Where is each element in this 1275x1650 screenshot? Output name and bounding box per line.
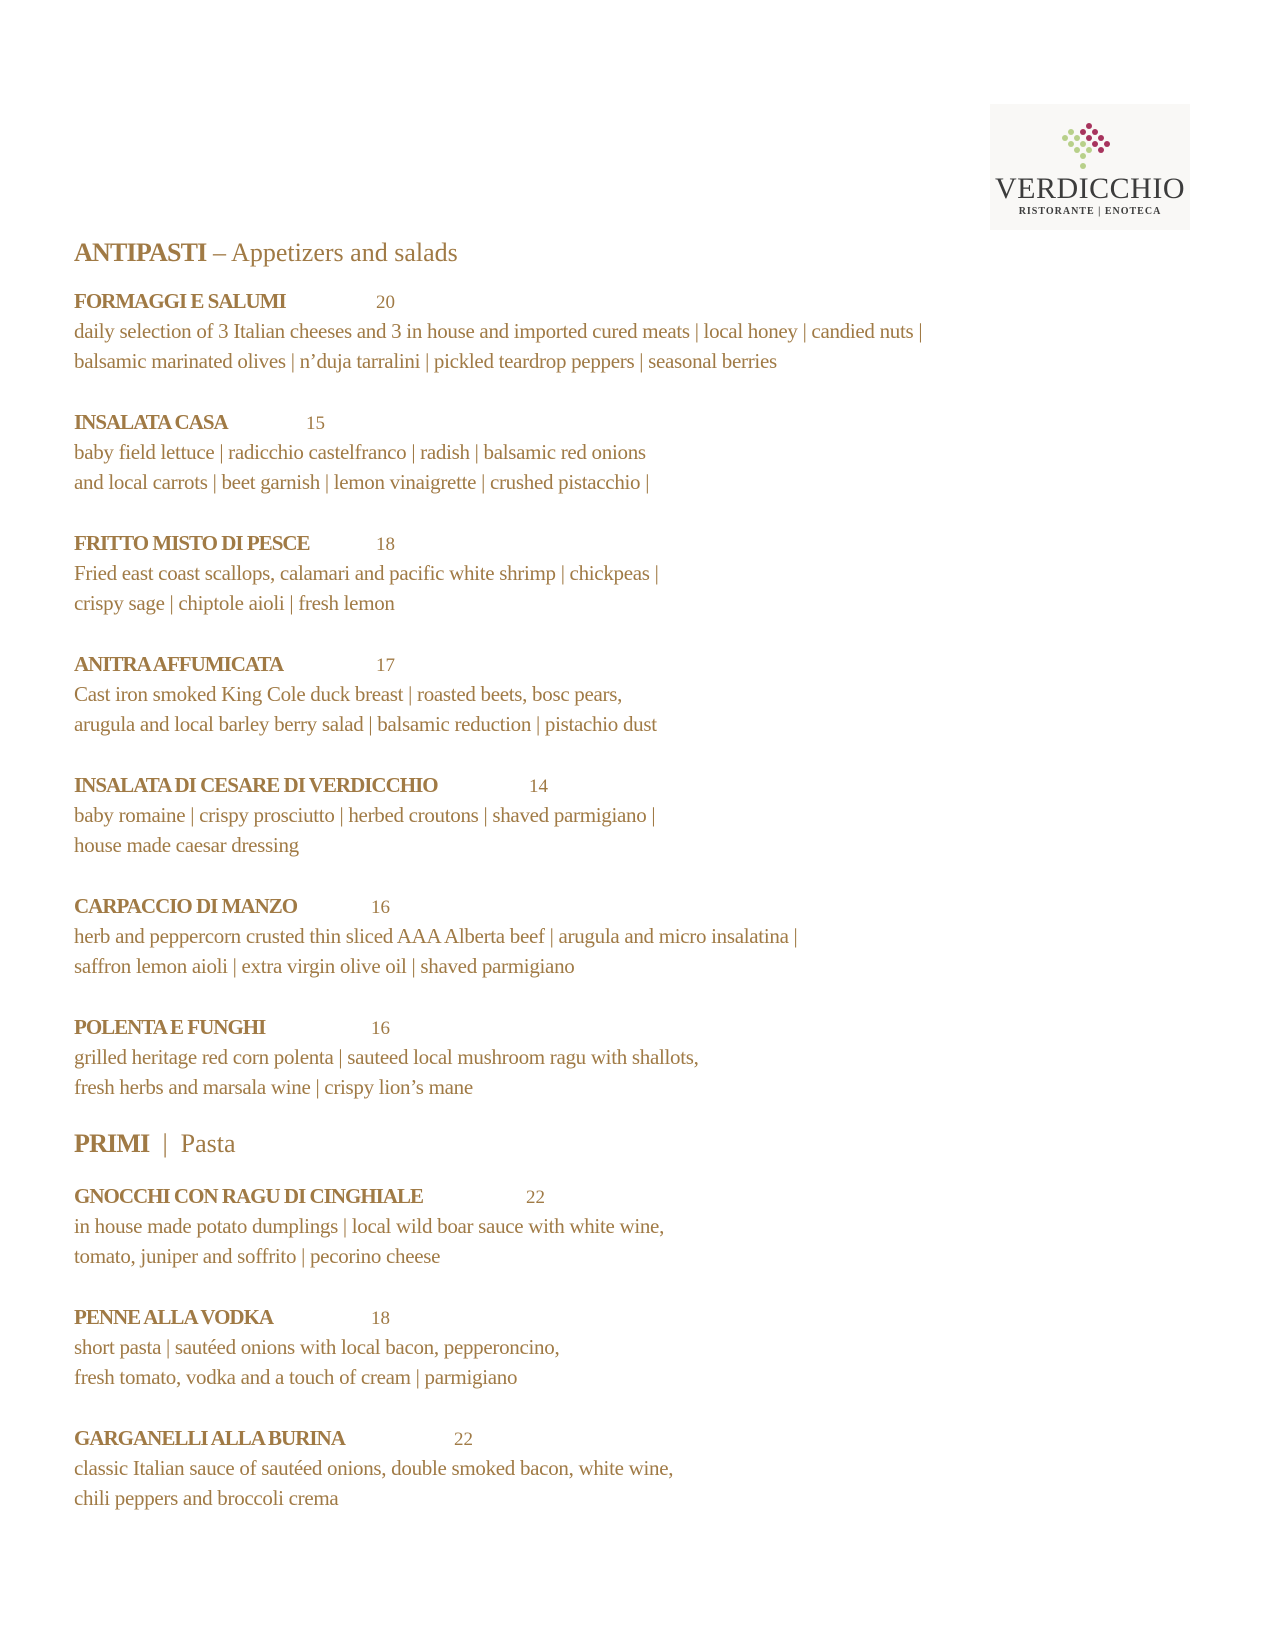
item-description: classic Italian sauce of sautéed onions, double smoked bacon, white wine, (74, 1456, 674, 1480)
logo-name: VERDICCHIO (995, 172, 1185, 205)
item-description: and local carrots | beet garnish | lemon vinaigrette | crushed pistacchio | (74, 470, 650, 494)
menu-item (74, 528, 1074, 618)
menu-item (74, 1012, 1074, 1102)
item-name: INSALATA DI CESARE DI VERDICCHIO (74, 773, 438, 797)
section-separator: | (149, 1129, 181, 1158)
item-description: in house made potato dumplings | local wild boar sauce with white wine, (74, 1214, 665, 1238)
grape-dot (1080, 129, 1086, 135)
item-name: GNOCCHI CON RAGU DI CINGHIALE (74, 1184, 424, 1208)
grape-dot (1068, 141, 1074, 147)
item-price: 22 (526, 1187, 545, 1208)
menu-item (74, 286, 1074, 376)
item-price: 16 (371, 897, 390, 918)
section-heading (74, 236, 1074, 270)
item-name: POLENTA E FUNGHI (74, 1015, 266, 1039)
item-name: GARGANELLI ALLA BURINA (74, 1426, 345, 1450)
item-price: 17 (376, 655, 395, 676)
item-description: tomato, juniper and soffrito | pecorino cheese (74, 1244, 441, 1268)
section-primi (74, 1127, 1074, 1513)
item-description: grilled heritage red corn polenta | sauteed local mushroom ragu with shallots, (74, 1045, 699, 1069)
item-name: FORMAGGI E SALUMI (74, 289, 286, 313)
item-description: balsamic marinated olives | n’duja tarralini | pickled teardrop peppers | seasonal berries (74, 349, 777, 373)
grape-dot (1062, 135, 1068, 141)
section-antipasti (74, 236, 1074, 1102)
item-description: herb and peppercorn crusted thin sliced AAA Alberta beef | arugula and micro insalatina | (74, 924, 798, 948)
section-subtitle: Pasta (180, 1129, 236, 1158)
item-name: ANITRA AFFUMICATA (74, 652, 284, 676)
item-description: short pasta | sautéed onions with local bacon, pepperoncino, (74, 1335, 560, 1359)
item-name: PENNE ALLA VODKA (74, 1305, 274, 1329)
item-description: Fried east coast scallops, calamari and pacific white shrimp | chickpeas | (74, 561, 659, 585)
menu-item (74, 891, 1074, 981)
item-description: daily selection of 3 Italian cheeses and 3 in house and imported cured meats | local honey | candied nuts | (74, 319, 923, 343)
grape-dot (1092, 129, 1098, 135)
grape-dot (1086, 123, 1092, 129)
grape-dot (1086, 147, 1092, 153)
item-description: saffron lemon aioli | extra virgin olive oil | shaved parmigiano (74, 954, 575, 978)
menu-content (74, 236, 1074, 1513)
grape-dot (1080, 153, 1086, 159)
grape-dot (1068, 129, 1074, 135)
item-name: CARPACCIO DI MANZO (74, 894, 298, 918)
item-description: baby field lettuce | radicchio castelfranco | radish | balsamic red onions (74, 440, 646, 464)
section-heading (74, 1127, 1074, 1161)
menu-item (74, 407, 1074, 497)
item-price: 22 (454, 1429, 473, 1450)
item-price: 18 (371, 1308, 390, 1329)
grape-dot (1092, 141, 1098, 147)
grape-dot (1098, 147, 1104, 153)
section-separator: – (206, 238, 232, 267)
grape-dot (1104, 141, 1110, 147)
item-description: arugula and local barley berry salad | balsamic reduction | pistachio dust (74, 712, 657, 736)
item-name: FRITTO MISTO DI PESCE (74, 531, 310, 555)
item-price: 14 (529, 776, 548, 797)
menu-item (74, 1302, 1074, 1392)
grape-dot (1074, 135, 1080, 141)
menu-item (74, 1423, 1074, 1513)
grape-dot (1086, 135, 1092, 141)
section-title: PRIMI (74, 1129, 150, 1158)
item-price: 16 (371, 1018, 390, 1039)
section-title: ANTIPASTI (74, 238, 207, 267)
item-description: Cast iron smoked King Cole duck breast | roasted beets, bosc pears, (74, 682, 623, 706)
item-price: 20 (376, 292, 395, 313)
item-price: 18 (376, 534, 395, 555)
grape-dot (1080, 163, 1086, 169)
grape-cluster-icon (1062, 122, 1118, 172)
item-name: INSALATA CASA (74, 410, 228, 434)
menu-item (74, 770, 1074, 860)
grape-dot (1074, 147, 1080, 153)
logo-tagline: RISTORANTE | ENOTECA (1018, 206, 1162, 217)
restaurant-logo (990, 104, 1190, 230)
item-description: house made caesar dressing (74, 833, 299, 857)
menu-item (74, 1181, 1074, 1271)
menu-item (74, 649, 1074, 739)
item-description: crispy sage | chiptole aioli | fresh lemon (74, 591, 395, 615)
grape-dot (1080, 141, 1086, 147)
item-description: fresh herbs and marsala wine | crispy lion’s mane (74, 1075, 473, 1099)
item-price: 15 (306, 413, 325, 434)
item-description: chili peppers and broccoli crema (74, 1486, 339, 1510)
item-description: baby romaine | crispy prosciutto | herbed croutons | shaved parmigiano | (74, 803, 656, 827)
section-subtitle: Appetizers and salads (231, 238, 458, 267)
item-description: fresh tomato, vodka and a touch of cream | parmigiano (74, 1365, 518, 1389)
grape-dot (1098, 135, 1104, 141)
